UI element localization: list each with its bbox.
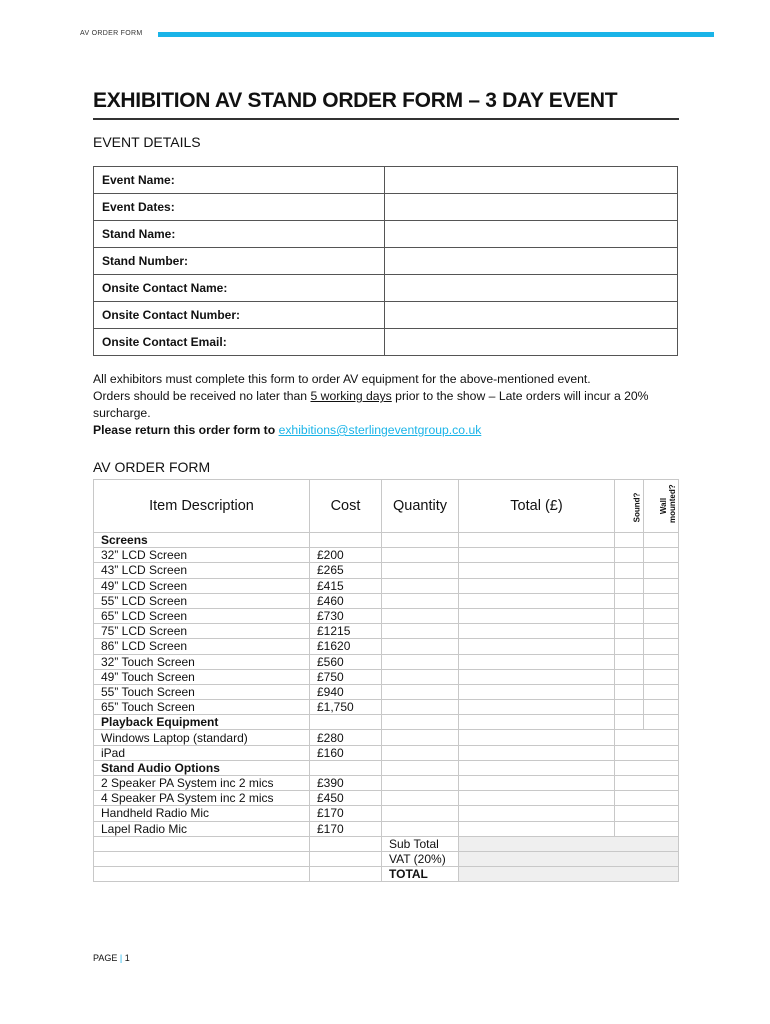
blank-cell xyxy=(310,867,382,882)
quantity-cell xyxy=(382,760,459,775)
event-detail-label: Event Dates: xyxy=(94,194,385,221)
item-row xyxy=(94,654,679,669)
item-cost: £415 xyxy=(310,578,382,593)
blank-cell xyxy=(94,836,310,851)
item-row xyxy=(94,745,679,760)
merged-cell xyxy=(615,806,679,821)
category-row xyxy=(94,715,679,730)
item-cost: £730 xyxy=(310,608,382,623)
col-wall-mounted xyxy=(644,480,679,533)
category-label: Playback Equipment xyxy=(94,715,310,730)
total-cell[interactable] xyxy=(459,639,615,654)
footer-page-label: PAGE xyxy=(93,953,118,963)
wall-mounted-cell[interactable] xyxy=(644,715,679,730)
col-sound-label: Sound? xyxy=(632,492,642,523)
totals-row xyxy=(94,836,679,851)
total-cell[interactable] xyxy=(459,806,615,821)
merged-cell xyxy=(615,745,679,760)
wall-mounted-cell[interactable] xyxy=(644,654,679,669)
quantity-cell[interactable] xyxy=(382,684,459,699)
col-wall-mounted-label: Wall mounted? xyxy=(659,483,677,523)
quantity-cell[interactable] xyxy=(382,578,459,593)
totals-row xyxy=(94,851,679,866)
merged-cell xyxy=(615,760,679,775)
wall-mounted-cell[interactable] xyxy=(644,533,679,548)
total-cell[interactable] xyxy=(459,578,615,593)
event-detail-label: Stand Number: xyxy=(94,248,385,275)
return-instruction: Please return this order form to xyxy=(93,423,279,437)
event-detail-row xyxy=(94,248,678,275)
total-cell xyxy=(459,715,615,730)
item-cost: £1215 xyxy=(310,624,382,639)
wall-mounted-cell[interactable] xyxy=(644,608,679,623)
totals-label-subtotal: Sub Total xyxy=(382,836,459,851)
event-detail-input[interactable] xyxy=(385,329,678,356)
wall-mounted-cell[interactable] xyxy=(644,548,679,563)
totals-label-vat: VAT (20%) xyxy=(382,851,459,866)
sound-cell[interactable] xyxy=(615,624,644,639)
quantity-cell[interactable] xyxy=(382,548,459,563)
category-row xyxy=(94,533,679,548)
category-label: Screens xyxy=(94,533,310,548)
instructions-line-1: All exhibitors must complete this form to order AV equipment for the above-mentioned event. xyxy=(93,372,591,386)
total-cell[interactable] xyxy=(459,654,615,669)
item-cost: £160 xyxy=(310,745,382,760)
item-row xyxy=(94,776,679,791)
wall-mounted-cell[interactable] xyxy=(644,563,679,578)
event-details-heading: EVENT DETAILS xyxy=(93,134,201,150)
merged-cell xyxy=(615,791,679,806)
item-description: iPad xyxy=(94,745,310,760)
item-description: 86” LCD Screen xyxy=(94,639,310,654)
item-cost: £1620 xyxy=(310,639,382,654)
total-cell[interactable] xyxy=(459,548,615,563)
wall-mounted-cell[interactable] xyxy=(644,669,679,684)
quantity-cell[interactable] xyxy=(382,624,459,639)
page-footer xyxy=(93,953,130,963)
return-email-link[interactable]: exhibitions@sterlingeventgroup.co.uk xyxy=(278,423,482,437)
sound-cell[interactable] xyxy=(615,684,644,699)
event-detail-row xyxy=(94,221,678,248)
quantity-cell[interactable] xyxy=(382,593,459,608)
item-description: 55” LCD Screen xyxy=(94,593,310,608)
deadline-text: Orders should be received no later than xyxy=(93,389,311,403)
total-cell[interactable] xyxy=(459,700,615,715)
instructions xyxy=(93,371,683,439)
quantity-cell[interactable] xyxy=(382,669,459,684)
item-cost xyxy=(310,715,382,730)
totals-value-vat[interactable] xyxy=(459,851,679,866)
totals-value-total[interactable] xyxy=(459,867,679,882)
event-detail-label: Onsite Contact Name: xyxy=(94,275,385,302)
item-row xyxy=(94,684,679,699)
item-cost: £460 xyxy=(310,593,382,608)
total-cell[interactable] xyxy=(459,776,615,791)
totals-value-subtotal[interactable] xyxy=(459,836,679,851)
total-cell[interactable] xyxy=(459,669,615,684)
event-detail-input[interactable] xyxy=(385,194,678,221)
event-detail-row xyxy=(94,302,678,329)
blank-cell xyxy=(94,851,310,866)
sound-cell[interactable] xyxy=(615,715,644,730)
totals-row xyxy=(94,867,679,882)
item-description: 2 Speaker PA System inc 2 mics xyxy=(94,776,310,791)
total-cell[interactable] xyxy=(459,684,615,699)
item-description: Handheld Radio Mic xyxy=(94,806,310,821)
item-cost: £560 xyxy=(310,654,382,669)
item-description: 65” Touch Screen xyxy=(94,700,310,715)
item-description: 4 Speaker PA System inc 2 mics xyxy=(94,791,310,806)
event-detail-label: Onsite Contact Email: xyxy=(94,329,385,356)
item-cost: £390 xyxy=(310,776,382,791)
instructions-line-3 xyxy=(93,422,683,439)
header-accent-bar xyxy=(158,32,714,37)
item-description: 43” LCD Screen xyxy=(94,563,310,578)
quantity-cell xyxy=(382,715,459,730)
event-detail-row xyxy=(94,275,678,302)
av-table-header-row xyxy=(94,480,679,533)
sound-cell[interactable] xyxy=(615,639,644,654)
quantity-cell[interactable] xyxy=(382,776,459,791)
event-detail-row xyxy=(94,329,678,356)
item-row xyxy=(94,669,679,684)
item-cost: £170 xyxy=(310,806,382,821)
item-row xyxy=(94,578,679,593)
item-row xyxy=(94,700,679,715)
item-row xyxy=(94,791,679,806)
item-cost: £750 xyxy=(310,669,382,684)
col-sound xyxy=(615,480,644,533)
merged-cell xyxy=(615,730,679,745)
page-title: EXHIBITION AV STAND ORDER FORM – 3 DAY EVENT xyxy=(93,89,618,112)
sound-cell[interactable] xyxy=(615,608,644,623)
col-quantity: Quantity xyxy=(382,480,459,533)
title-divider xyxy=(93,118,679,120)
total-cell[interactable] xyxy=(459,821,615,836)
item-description: Windows Laptop (standard) xyxy=(94,730,310,745)
sound-cell[interactable] xyxy=(615,700,644,715)
total-cell[interactable] xyxy=(459,745,615,760)
item-row xyxy=(94,593,679,608)
item-row xyxy=(94,821,679,836)
total-cell[interactable] xyxy=(459,624,615,639)
event-detail-input[interactable] xyxy=(385,302,678,329)
item-cost: £170 xyxy=(310,821,382,836)
item-cost: £200 xyxy=(310,548,382,563)
sound-cell[interactable] xyxy=(615,654,644,669)
av-order-heading: AV ORDER FORM xyxy=(93,459,211,475)
item-description: 32” Touch Screen xyxy=(94,654,310,669)
wall-mounted-cell[interactable] xyxy=(644,578,679,593)
event-detail-row xyxy=(94,167,678,194)
total-cell[interactable] xyxy=(459,593,615,608)
total-cell[interactable] xyxy=(459,563,615,578)
total-cell xyxy=(459,760,615,775)
item-cost: £280 xyxy=(310,730,382,745)
sound-cell[interactable] xyxy=(615,563,644,578)
item-cost: £450 xyxy=(310,791,382,806)
quantity-cell[interactable] xyxy=(382,791,459,806)
quantity-cell[interactable] xyxy=(382,639,459,654)
item-description: 65” LCD Screen xyxy=(94,608,310,623)
item-row xyxy=(94,624,679,639)
sound-cell[interactable] xyxy=(615,578,644,593)
quantity-cell[interactable] xyxy=(382,654,459,669)
merged-cell xyxy=(615,776,679,791)
surcharge-text: prior to the show – Late orders will incur a 20% surcharge. xyxy=(93,389,649,420)
total-cell xyxy=(459,533,615,548)
item-cost: £265 xyxy=(310,563,382,578)
item-row xyxy=(94,563,679,578)
instructions-line-2 xyxy=(93,388,683,422)
sound-cell[interactable] xyxy=(615,533,644,548)
sound-cell[interactable] xyxy=(615,593,644,608)
event-detail-label: Onsite Contact Number: xyxy=(94,302,385,329)
event-detail-input[interactable] xyxy=(385,248,678,275)
quantity-cell xyxy=(382,533,459,548)
wall-mounted-cell[interactable] xyxy=(644,624,679,639)
merged-cell xyxy=(615,821,679,836)
item-description: Lapel Radio Mic xyxy=(94,821,310,836)
item-row xyxy=(94,548,679,563)
blank-cell xyxy=(310,851,382,866)
item-row xyxy=(94,806,679,821)
item-description: 55” Touch Screen xyxy=(94,684,310,699)
quantity-cell[interactable] xyxy=(382,745,459,760)
blank-cell xyxy=(94,867,310,882)
sound-cell[interactable] xyxy=(615,669,644,684)
event-detail-input[interactable] xyxy=(385,275,678,302)
event-detail-row xyxy=(94,194,678,221)
total-cell[interactable] xyxy=(459,791,615,806)
wall-mounted-cell[interactable] xyxy=(644,593,679,608)
wall-mounted-cell[interactable] xyxy=(644,700,679,715)
item-cost xyxy=(310,533,382,548)
footer-page-number: 1 xyxy=(124,953,130,963)
item-row xyxy=(94,730,679,745)
totals-label-total: TOTAL xyxy=(382,867,459,882)
quantity-cell[interactable] xyxy=(382,730,459,745)
col-item-description: Item Description xyxy=(94,480,310,533)
item-description: 75” LCD Screen xyxy=(94,624,310,639)
deadline-days: 5 working days xyxy=(310,389,392,403)
item-cost: £1,750 xyxy=(310,700,382,715)
event-details-table xyxy=(93,166,678,356)
av-order-table xyxy=(93,479,679,882)
item-description: 49” LCD Screen xyxy=(94,578,310,593)
quantity-cell[interactable] xyxy=(382,821,459,836)
category-row xyxy=(94,760,679,775)
wall-mounted-cell[interactable] xyxy=(644,684,679,699)
quantity-cell[interactable] xyxy=(382,806,459,821)
item-description: 32” LCD Screen xyxy=(94,548,310,563)
col-cost: Cost xyxy=(310,480,382,533)
item-description: 49” Touch Screen xyxy=(94,669,310,684)
item-cost xyxy=(310,760,382,775)
item-cost: £940 xyxy=(310,684,382,699)
total-cell[interactable] xyxy=(459,730,615,745)
quantity-cell[interactable] xyxy=(382,700,459,715)
col-total: Total (£) xyxy=(459,480,615,533)
footer-separator: | xyxy=(119,953,123,963)
event-detail-label: Stand Name: xyxy=(94,221,385,248)
event-detail-input[interactable] xyxy=(385,167,678,194)
header-label: AV ORDER FORM xyxy=(80,30,143,37)
event-detail-label: Event Name: xyxy=(94,167,385,194)
event-detail-input[interactable] xyxy=(385,221,678,248)
total-cell[interactable] xyxy=(459,608,615,623)
quantity-cell[interactable] xyxy=(382,608,459,623)
item-row xyxy=(94,639,679,654)
item-row xyxy=(94,608,679,623)
wall-mounted-cell[interactable] xyxy=(644,639,679,654)
category-label: Stand Audio Options xyxy=(94,760,310,775)
sound-cell[interactable] xyxy=(615,548,644,563)
quantity-cell[interactable] xyxy=(382,563,459,578)
blank-cell xyxy=(310,836,382,851)
